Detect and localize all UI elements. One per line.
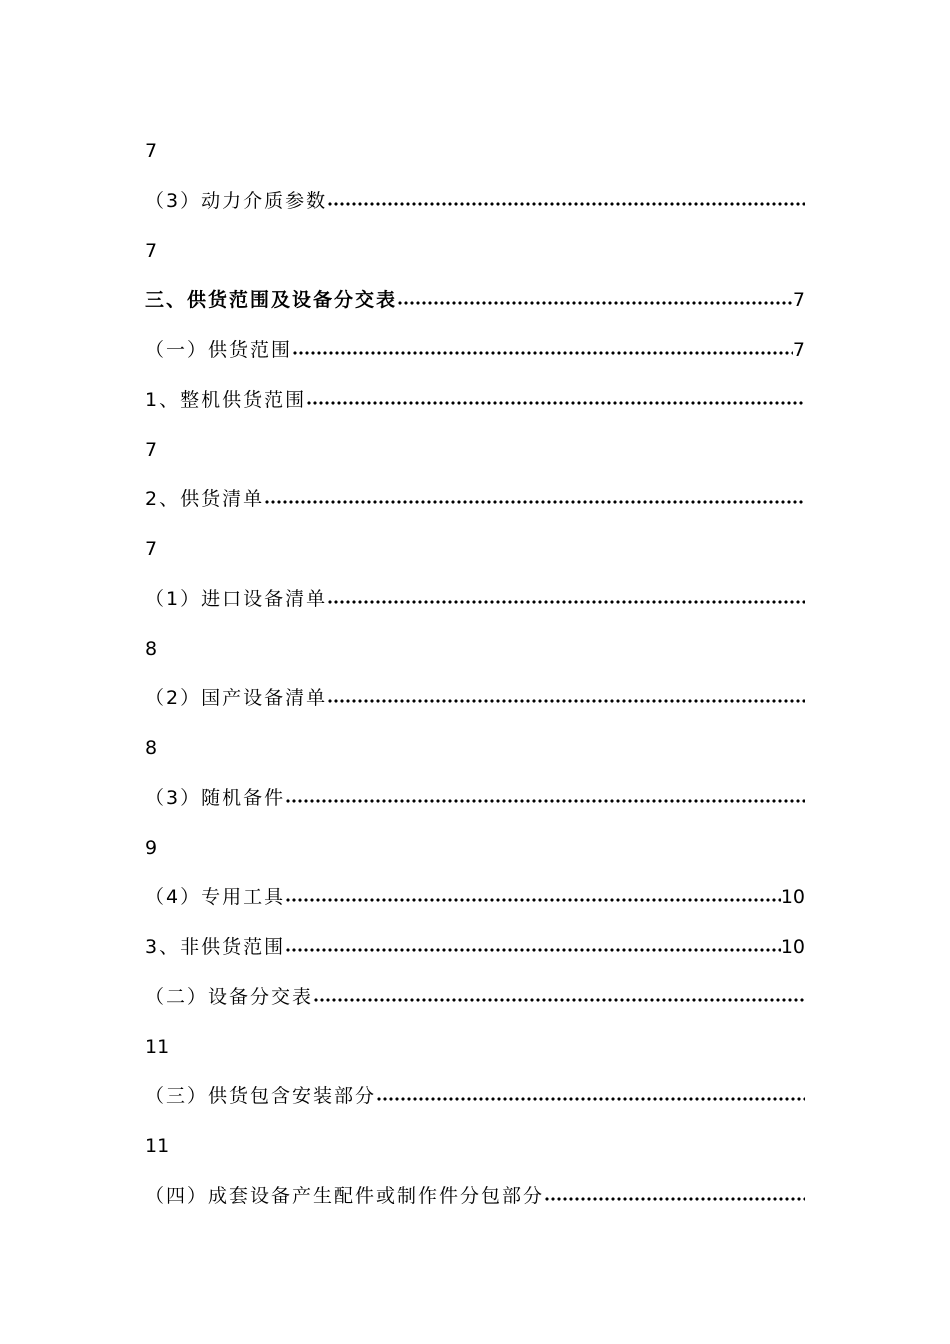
toc-page-number: 11 bbox=[145, 1036, 170, 1058]
toc-entry[interactable] bbox=[145, 385, 805, 415]
toc-page-number: 7 bbox=[145, 240, 158, 262]
toc-entry[interactable] bbox=[145, 882, 805, 912]
toc-entry-title: （3）动力介质参数 bbox=[145, 190, 328, 212]
toc-page-number: 8 bbox=[145, 638, 158, 660]
toc-leader-dots bbox=[327, 699, 805, 703]
toc-leader-dots bbox=[397, 301, 793, 305]
toc-entry-title: （一）供货范围 bbox=[145, 339, 293, 361]
toc-entry[interactable] bbox=[145, 932, 805, 962]
toc-leader-dots bbox=[285, 898, 781, 902]
toc-entry-title: （2）国产设备清单 bbox=[145, 687, 328, 709]
toc-entry[interactable] bbox=[145, 982, 805, 1012]
toc-entry-title: 1、整机供货范围 bbox=[145, 389, 307, 411]
toc-entry-title: 三、供货范围及设备分交表 bbox=[145, 289, 398, 311]
toc-entry-title: 2、供货清单 bbox=[145, 488, 265, 510]
toc-page-number: 8 bbox=[145, 737, 158, 759]
toc-leader-dots bbox=[285, 948, 781, 952]
toc-page-number: 7 bbox=[792, 289, 805, 311]
toc-page-number: 7 bbox=[145, 140, 158, 162]
toc-entry-title: （3）随机备件 bbox=[145, 787, 286, 809]
toc-page-number: 7 bbox=[145, 538, 158, 560]
toc-entry[interactable] bbox=[145, 484, 805, 514]
toc-leader-dots bbox=[306, 401, 805, 405]
toc-leader-dots bbox=[292, 351, 793, 355]
toc-entry-title: （1）进口设备清单 bbox=[145, 588, 328, 610]
toc-entry-title: （二）设备分交表 bbox=[145, 986, 314, 1008]
toc-page-number: 10 bbox=[780, 886, 805, 908]
toc-leader-dots bbox=[544, 1197, 805, 1201]
toc-entry-title: （三）供货包含安装部分 bbox=[145, 1085, 377, 1107]
toc-leader-dots bbox=[313, 998, 805, 1002]
toc-entry[interactable] bbox=[145, 683, 805, 713]
toc-page-number: 7 bbox=[145, 439, 158, 461]
toc-entry[interactable] bbox=[145, 1081, 805, 1111]
toc-entry-title: （四）成套设备产生配件或制作件分包部分 bbox=[145, 1185, 545, 1207]
toc-leader-dots bbox=[376, 1097, 805, 1101]
toc-page-number: 11 bbox=[145, 1135, 170, 1157]
toc-leader-dots bbox=[327, 600, 805, 604]
toc-leader-dots bbox=[327, 202, 805, 206]
toc-entry[interactable] bbox=[145, 783, 805, 813]
toc-entry[interactable] bbox=[145, 186, 805, 216]
toc-entry[interactable] bbox=[145, 335, 805, 365]
toc-page-number: 7 bbox=[792, 339, 805, 361]
toc-entry[interactable] bbox=[145, 584, 805, 614]
toc-leader-dots bbox=[264, 500, 805, 504]
toc-entry-title: 3、非供货范围 bbox=[145, 936, 286, 958]
toc-page-number: 10 bbox=[780, 936, 805, 958]
toc-page-number: 9 bbox=[145, 837, 158, 859]
toc-leader-dots bbox=[285, 799, 805, 803]
toc-entry-heading[interactable] bbox=[145, 285, 805, 315]
toc-entry-title: （4）专用工具 bbox=[145, 886, 286, 908]
toc-entry[interactable] bbox=[145, 1181, 805, 1211]
